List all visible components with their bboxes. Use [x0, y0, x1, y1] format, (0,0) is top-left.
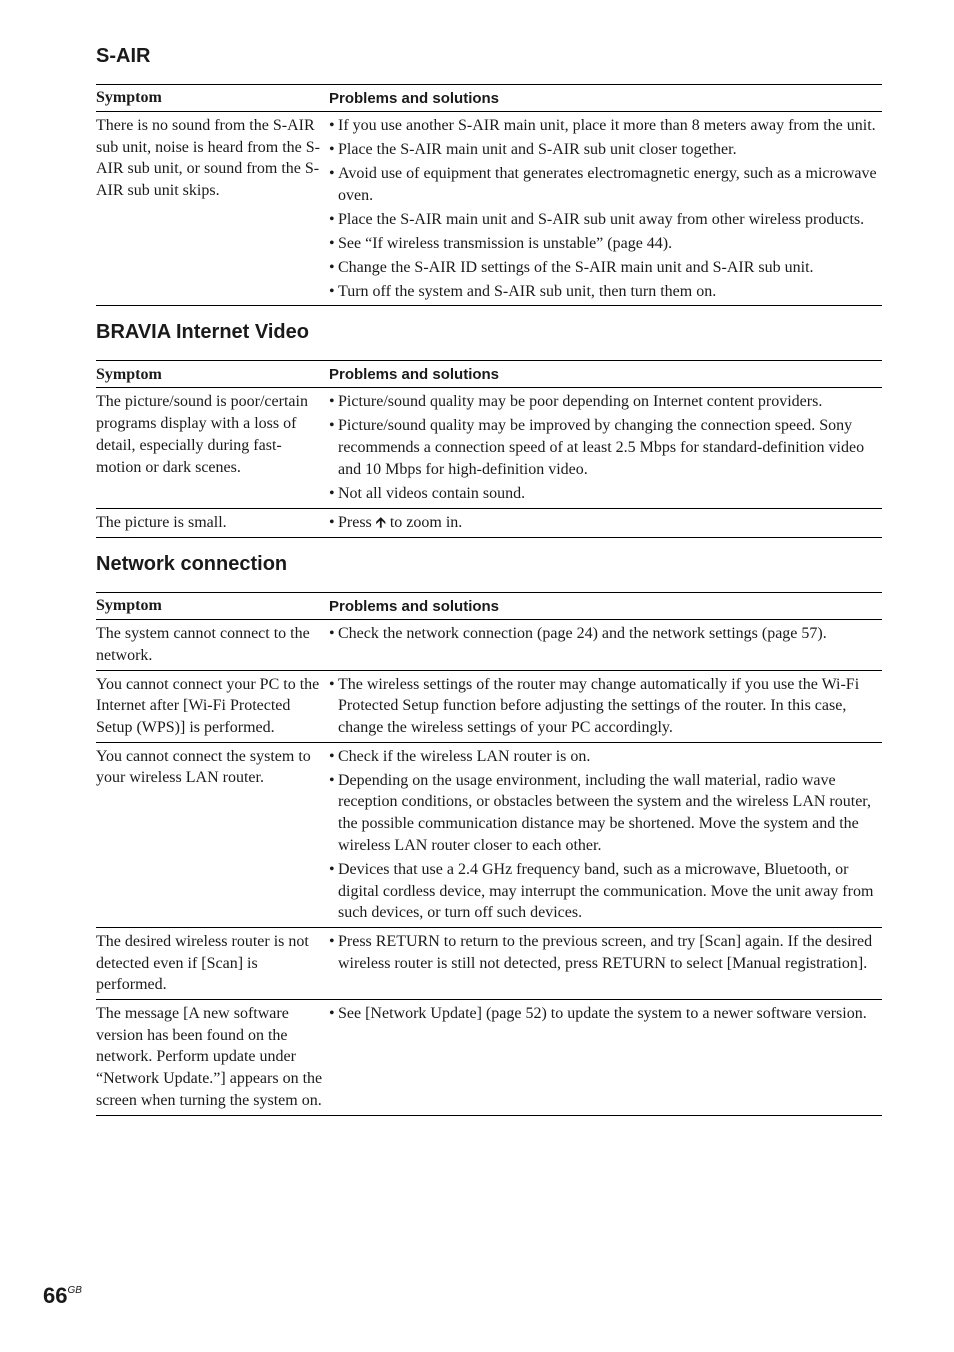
solution-item: • See [Network Update] (page 52) to update the system to a newer software version.	[329, 1003, 882, 1025]
symptom-header: Symptom	[96, 597, 162, 615]
solutions-header: Problems and solutions	[329, 365, 500, 383]
solutions-cell	[329, 115, 882, 302]
solutions-cell	[329, 931, 882, 996]
solution-text-before: Press	[338, 513, 376, 531]
symptom-cell: There is no sound from the S-AIR sub unit, noise is heard from the S-AIR sub unit, or sound from the S-AIR sub unit skips.	[96, 117, 320, 200]
solutions-header: Problems and solutions	[329, 597, 500, 615]
section-title: BRAVIA Internet Video	[96, 321, 309, 344]
table-row	[96, 743, 882, 928]
solution-text-after: to zoom in.	[385, 513, 463, 531]
solution-item: • Picture/sound quality may be improved by changing the connection speed. Sony recommends a connection speed of at least 2.5 Mbps for standard-definition video and 10 Mbps for high-definition video.	[329, 415, 882, 480]
table-row	[96, 671, 882, 743]
symptom-cell: The desired wireless router is not detected even if [Scan] is performed.	[96, 932, 309, 994]
symptom-header: Symptom	[96, 89, 162, 107]
table-row	[96, 112, 882, 305]
troubleshooting-table	[96, 84, 882, 306]
page-number	[43, 1283, 82, 1309]
solution-item: • Not all videos contain sound.	[329, 483, 882, 505]
symptom-header: Symptom	[96, 365, 162, 383]
solution-item: • Change the S-AIR ID settings of the S-AIR main unit and S-AIR sub unit.	[329, 257, 882, 279]
symptom-cell: The picture is small.	[96, 513, 227, 531]
solutions-header: Problems and solutions	[329, 89, 500, 107]
solution-item: • If you use another S-AIR main unit, place it more than 8 meters away from the unit.	[329, 115, 882, 137]
solution-item: • Depending on the usage environment, including the wall material, radio wave reception conditions, or obstacles between the system and the wireless LAN router, the possible communication distance may be shortened. Move the system and the wireless LAN router closer to each other.	[329, 770, 882, 857]
section-title: Network connection	[96, 553, 288, 576]
solutions-cell	[329, 746, 882, 924]
troubleshooting-table	[96, 592, 882, 1115]
section-bravia-internet-video	[96, 316, 882, 538]
solutions-cell	[329, 1003, 882, 1112]
symptom-cell: The message [A new software version has been found on the network. Perform update under “Network Update.”] appears on the screen when turning the system on.	[96, 1005, 323, 1109]
symptom-cell: The picture/sound is poor/certain programs display with a loss of detail, especially during fast-motion or dark scenes.	[96, 393, 308, 476]
arrow-up-icon: 🡩	[375, 514, 386, 531]
table-header	[96, 361, 882, 388]
section-network-connection	[96, 548, 882, 1115]
solution-item: • See “If wireless transmission is unstable” (page 44).	[329, 233, 882, 255]
solution-item: • Place the S-AIR main unit and S-AIR sub unit closer together.	[329, 139, 882, 161]
solution-item: • Check the network connection (page 24) and the network settings (page 57).	[329, 623, 882, 645]
solution-item: • Devices that use a 2.4 GHz frequency band, such as a microwave, Bluetooth, or digital cordless device, may interrupt the communication. Move the unit away from such devices, or turn off such devices.	[329, 859, 882, 924]
troubleshooting-table	[96, 360, 882, 538]
section-title: S-AIR	[96, 45, 151, 67]
solution-item: • Place the S-AIR main unit and S-AIR sub unit away from other wireless products.	[329, 209, 882, 231]
region-code: GB	[67, 1285, 82, 1296]
section-s-air	[96, 40, 882, 306]
symptom-cell: You cannot connect your PC to the Internet after [Wi-Fi Protected Setup (WPS)] is performed.	[96, 675, 320, 737]
symptom-cell: You cannot connect the system to your wireless LAN router.	[96, 747, 311, 787]
solutions-cell	[329, 623, 882, 666]
solution-item: • Picture/sound quality may be poor depending on Internet content providers.	[329, 391, 882, 413]
solutions-cell	[329, 674, 882, 739]
table-row	[96, 1000, 882, 1115]
solution-item: • The wireless settings of the router may change automatically if you use the Wi-Fi Protected Setup function before adjusting the settings of the router. In this case, change the wireless settings of your PC accordingly.	[329, 674, 882, 739]
table-row	[96, 388, 882, 508]
solution-item: • Avoid use of equipment that generates electromagnetic energy, such as a microwave oven.	[329, 163, 882, 206]
solution-item: • Turn off the system and S-AIR sub unit, then turn them on.	[329, 281, 882, 303]
table-row	[96, 509, 882, 538]
page-content	[96, 40, 882, 1126]
solution-item: • Press RETURN to return to the previous screen, and try [Scan] again. If the desired wireless router is still not detected, press RETURN to select [Manual registration].	[329, 931, 882, 974]
symptom-cell: The system cannot connect to the network.	[96, 625, 310, 664]
solution-item: • Check if the wireless LAN router is on.	[329, 746, 882, 768]
solution-item	[329, 512, 882, 535]
solutions-cell	[329, 391, 882, 504]
solutions-cell	[329, 512, 882, 535]
table-row	[96, 928, 882, 1000]
table-header	[96, 593, 882, 620]
page-number-value: 66	[43, 1283, 68, 1308]
table-header	[96, 85, 882, 112]
table-row	[96, 620, 882, 670]
